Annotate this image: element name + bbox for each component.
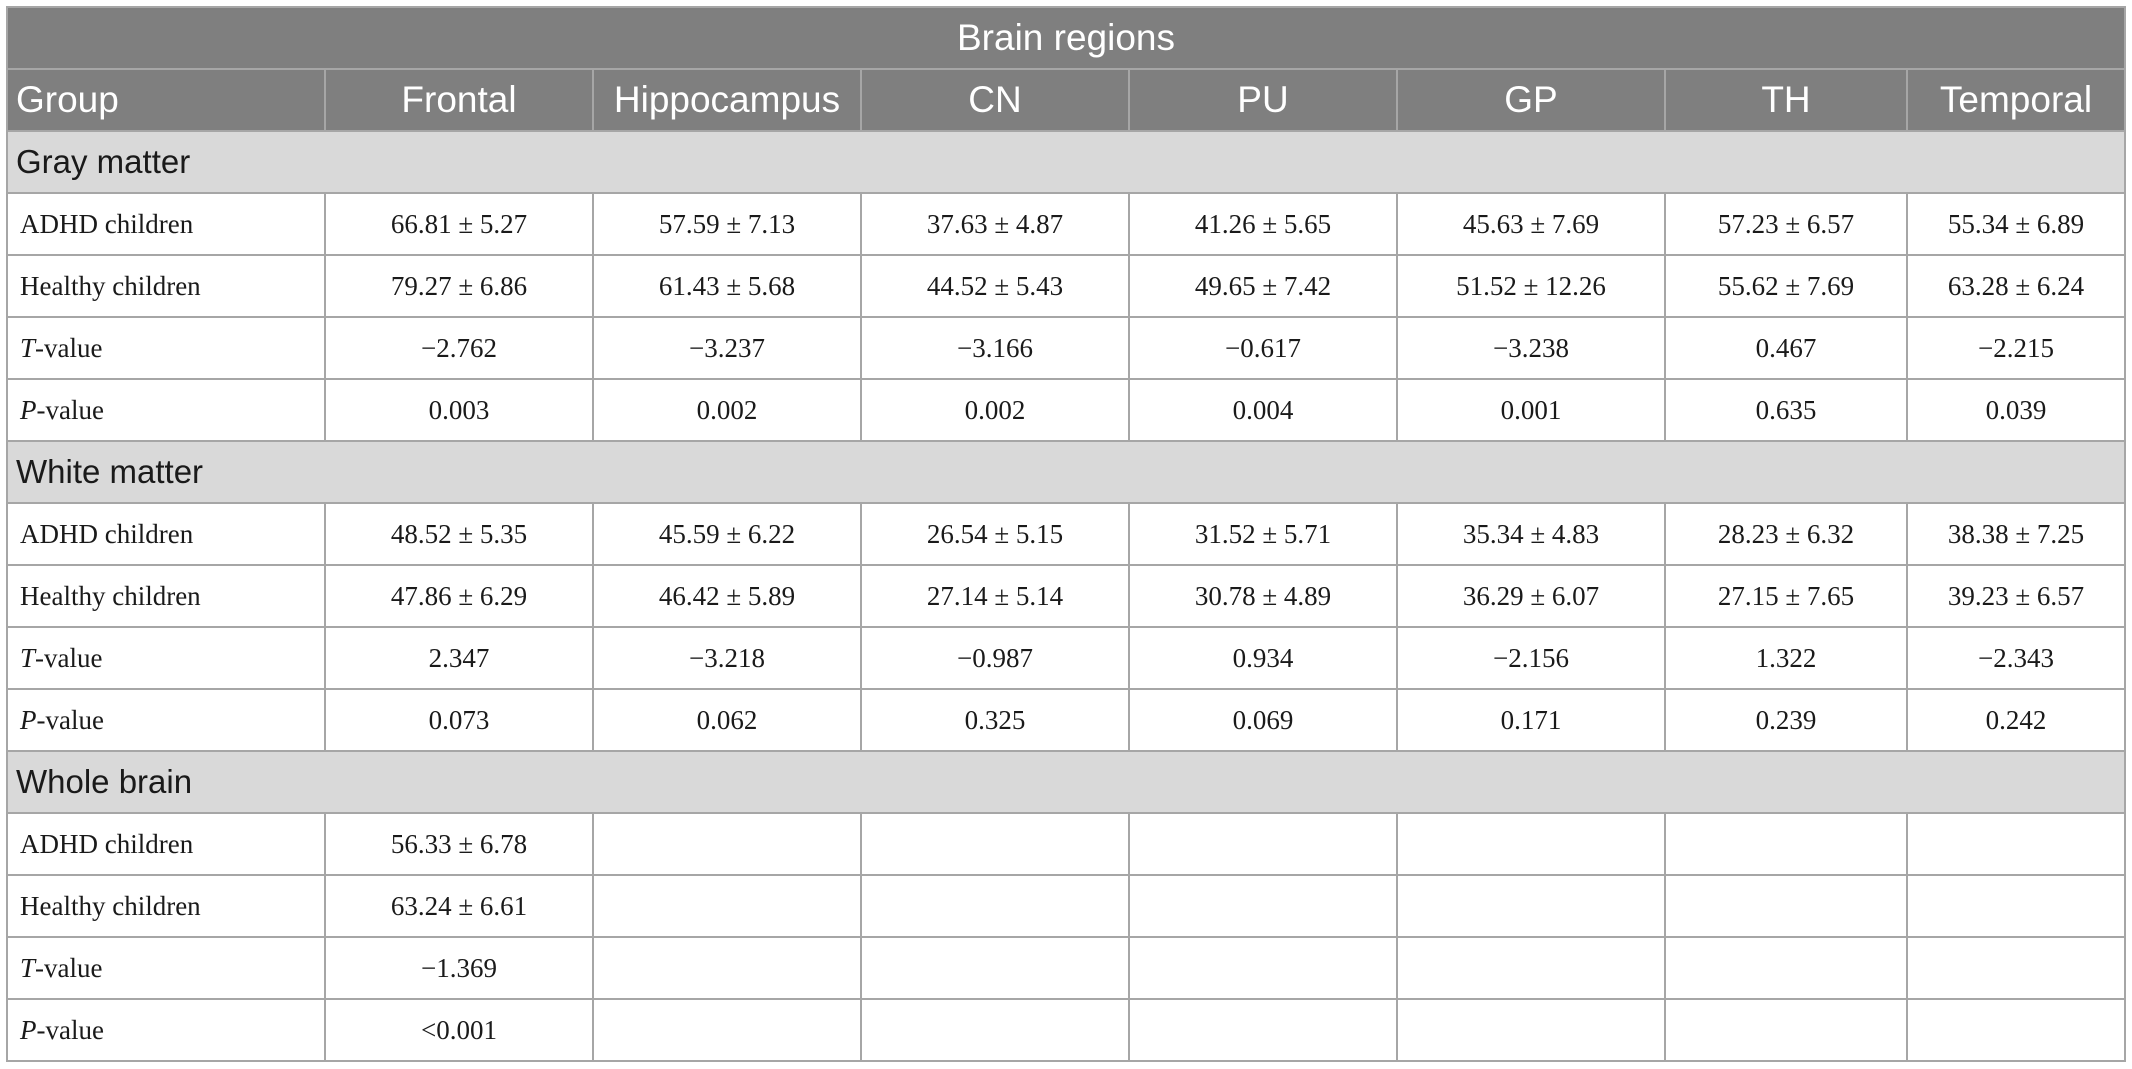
row-label-text: Healthy children (20, 580, 201, 611)
row-label-text: ADHD children (20, 518, 194, 549)
row-label (7, 503, 325, 565)
table-cell: 37.63 ± 4.87 (861, 193, 1129, 255)
table-cell: 35.34 ± 4.83 (1397, 503, 1665, 565)
table-cell: 31.52 ± 5.71 (1129, 503, 1397, 565)
table-cell (1397, 875, 1665, 937)
table-cell: 0.467 (1665, 317, 1907, 379)
table-cell: 27.14 ± 5.14 (861, 565, 1129, 627)
table-cell: 0.003 (325, 379, 593, 441)
table-cell: −3.238 (1397, 317, 1665, 379)
table-cell: 41.26 ± 5.65 (1129, 193, 1397, 255)
table-cell: 49.65 ± 7.42 (1129, 255, 1397, 317)
table-cell: 0.242 (1907, 689, 2125, 751)
table-cell: 0.002 (861, 379, 1129, 441)
data-table-container (6, 6, 2126, 1062)
table-cell: 1.322 (1665, 627, 1907, 689)
column-header-temporal: Temporal (1907, 69, 2125, 131)
table-cell (861, 937, 1129, 999)
table-cell: 63.24 ± 6.61 (325, 875, 593, 937)
table-cell: 57.59 ± 7.13 (593, 193, 861, 255)
table-cell: 0.039 (1907, 379, 2125, 441)
row-label-text: -value (35, 332, 103, 363)
row-label-statistic: T (20, 952, 36, 983)
table-cell: 45.59 ± 6.22 (593, 503, 861, 565)
row-label (7, 565, 325, 627)
table-cell: 0.069 (1129, 689, 1397, 751)
table-cell: 0.635 (1665, 379, 1907, 441)
table-row (7, 627, 2125, 689)
table-row (7, 317, 2125, 379)
table-cell: 57.23 ± 6.57 (1665, 193, 1907, 255)
table-cell: 0.934 (1129, 627, 1397, 689)
table-cell: 44.52 ± 5.43 (861, 255, 1129, 317)
column-header-pu: PU (1129, 69, 1397, 131)
table-cell: −3.237 (593, 317, 861, 379)
section-row (7, 751, 2125, 813)
table-cell: −2.215 (1907, 317, 2125, 379)
table-row (7, 875, 2125, 937)
table-cell: 0.073 (325, 689, 593, 751)
table-cell (1665, 999, 1907, 1061)
column-header-th: TH (1665, 69, 1907, 131)
column-header-gp: GP (1397, 69, 1665, 131)
row-label-text: ADHD children (20, 828, 194, 859)
table-cell (1665, 813, 1907, 875)
row-label (7, 379, 325, 441)
row-label (7, 193, 325, 255)
table-row (7, 193, 2125, 255)
row-label-text: ADHD children (20, 208, 194, 239)
brain-regions-table (6, 6, 2126, 1062)
table-cell: 0.002 (593, 379, 861, 441)
table-cell (1907, 999, 2125, 1061)
row-label-statistic: T (20, 642, 36, 673)
table-title: Brain regions (7, 7, 2125, 69)
table-cell (1397, 813, 1665, 875)
table-cell: 27.15 ± 7.65 (1665, 565, 1907, 627)
table-cell: 56.33 ± 6.78 (325, 813, 593, 875)
table-cell (1665, 875, 1907, 937)
table-cell (861, 875, 1129, 937)
row-label-text: -value (36, 704, 104, 735)
row-label (7, 317, 325, 379)
table-cell: −2.156 (1397, 627, 1665, 689)
row-label-text: -value (36, 1014, 104, 1045)
table-cell: 55.34 ± 6.89 (1907, 193, 2125, 255)
row-label-text: -value (35, 952, 103, 983)
table-cell: 38.38 ± 7.25 (1907, 503, 2125, 565)
table-cell: <0.001 (325, 999, 593, 1061)
column-header-frontal: Frontal (325, 69, 593, 131)
table-row (7, 689, 2125, 751)
table-title-row (7, 7, 2125, 69)
table-cell (1665, 937, 1907, 999)
table-cell: 0.062 (593, 689, 861, 751)
table-cell: 79.27 ± 6.86 (325, 255, 593, 317)
table-cell: −0.987 (861, 627, 1129, 689)
table-cell: 36.29 ± 6.07 (1397, 565, 1665, 627)
table-cell: −2.762 (325, 317, 593, 379)
table-cell (1129, 999, 1397, 1061)
row-label (7, 875, 325, 937)
table-cell (1907, 937, 2125, 999)
table-cell: −3.218 (593, 627, 861, 689)
column-header-cn: CN (861, 69, 1129, 131)
row-label (7, 937, 325, 999)
table-cell: 55.62 ± 7.69 (1665, 255, 1907, 317)
table-cell: −0.617 (1129, 317, 1397, 379)
table-cell: 28.23 ± 6.32 (1665, 503, 1907, 565)
section-row (7, 131, 2125, 193)
table-cell: 30.78 ± 4.89 (1129, 565, 1397, 627)
table-cell: 46.42 ± 5.89 (593, 565, 861, 627)
row-label-text: Healthy children (20, 270, 201, 301)
table-row (7, 937, 2125, 999)
table-cell: 39.23 ± 6.57 (1907, 565, 2125, 627)
table-cell: 47.86 ± 6.29 (325, 565, 593, 627)
table-cell: −2.343 (1907, 627, 2125, 689)
row-label (7, 813, 325, 875)
row-label (7, 689, 325, 751)
section-label: White matter (7, 441, 2125, 503)
table-cell (1907, 875, 2125, 937)
column-header-group: Group (7, 69, 325, 131)
table-cell: 0.325 (861, 689, 1129, 751)
row-label (7, 627, 325, 689)
row-label (7, 255, 325, 317)
column-header-row (7, 69, 2125, 131)
table-cell: 26.54 ± 5.15 (861, 503, 1129, 565)
table-cell (593, 937, 861, 999)
table-row (7, 255, 2125, 317)
section-row (7, 441, 2125, 503)
table-row (7, 999, 2125, 1061)
table-cell: 0.171 (1397, 689, 1665, 751)
table-cell: 61.43 ± 5.68 (593, 255, 861, 317)
section-label: Gray matter (7, 131, 2125, 193)
table-cell (1397, 999, 1665, 1061)
table-cell (1129, 813, 1397, 875)
table-cell: 0.239 (1665, 689, 1907, 751)
table-cell: 0.001 (1397, 379, 1665, 441)
table-cell: 66.81 ± 5.27 (325, 193, 593, 255)
table-cell: 48.52 ± 5.35 (325, 503, 593, 565)
table-cell: 63.28 ± 6.24 (1907, 255, 2125, 317)
table-cell (1129, 937, 1397, 999)
row-label-text: Healthy children (20, 890, 201, 921)
table-body (7, 131, 2125, 1061)
table-cell (1397, 937, 1665, 999)
table-cell (593, 813, 861, 875)
column-header-hippocampus: Hippocampus (593, 69, 861, 131)
row-label (7, 999, 325, 1061)
row-label-text: -value (36, 394, 104, 425)
table-row (7, 813, 2125, 875)
table-cell (1129, 875, 1397, 937)
row-label-statistic: P (20, 704, 37, 735)
row-label-statistic: P (20, 394, 37, 425)
table-cell (593, 875, 861, 937)
table-cell: 0.004 (1129, 379, 1397, 441)
section-label: Whole brain (7, 751, 2125, 813)
row-label-statistic: P (20, 1014, 37, 1045)
table-row (7, 379, 2125, 441)
table-cell: −3.166 (861, 317, 1129, 379)
table-row (7, 503, 2125, 565)
table-cell (861, 813, 1129, 875)
table-cell: 51.52 ± 12.26 (1397, 255, 1665, 317)
table-row (7, 565, 2125, 627)
row-label-text: -value (35, 642, 103, 673)
table-cell: 2.347 (325, 627, 593, 689)
table-cell: 45.63 ± 7.69 (1397, 193, 1665, 255)
table-cell (861, 999, 1129, 1061)
table-cell (593, 999, 861, 1061)
table-cell: −1.369 (325, 937, 593, 999)
row-label-statistic: T (20, 332, 36, 363)
table-cell (1907, 813, 2125, 875)
